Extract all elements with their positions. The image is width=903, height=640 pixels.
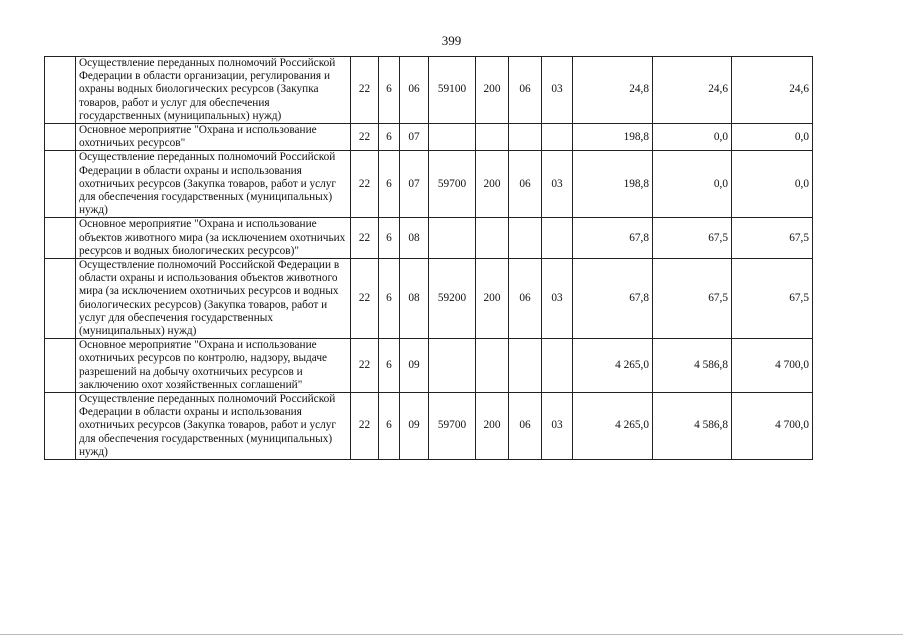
direction-code-cell: 59200 — [429, 259, 476, 339]
subprogram-code-cell: 6 — [379, 124, 400, 151]
sum-year2-cell: 0,0 — [653, 151, 732, 218]
subprogram-code-cell: 6 — [379, 151, 400, 218]
subprogram-code-cell: 6 — [379, 259, 400, 339]
description-cell: Осуществление переданных полномочий Российской Федерации в области охраны и использования охотничьих ресурсов (Закупка товаров, работ и услуг для обеспечения государственных (муниципальных) нужд) — [76, 151, 351, 218]
event-code-cell: 07 — [400, 151, 429, 218]
subprogram-code-cell: 6 — [379, 339, 400, 393]
table-row — [45, 339, 813, 393]
subsection-code-cell: 03 — [542, 393, 573, 460]
expense-type-cell: 200 — [476, 57, 509, 124]
table-row — [45, 259, 813, 339]
event-code-cell: 08 — [400, 218, 429, 259]
page-number: 399 — [441, 33, 462, 48]
expense-type-cell: 200 — [476, 151, 509, 218]
subsection-code-cell — [542, 218, 573, 259]
table-row — [45, 393, 813, 460]
budget-table-body — [45, 57, 813, 460]
section-code-cell: 06 — [509, 393, 542, 460]
expense-type-cell — [476, 124, 509, 151]
description-cell: Основное мероприятие "Охрана и использование охотничьих ресурсов по контролю, надзору, выдаче разрешений на добычу охотничьих ресурсов и заключению охот хозяйственных соглашений" — [76, 339, 351, 393]
page-bottom-divider — [0, 634, 903, 635]
section-code-cell: 06 — [509, 57, 542, 124]
row-index-cell — [45, 57, 76, 124]
table-row — [45, 151, 813, 218]
section-code-cell — [509, 124, 542, 151]
sum-year3-cell: 0,0 — [732, 124, 813, 151]
direction-code-cell — [429, 124, 476, 151]
direction-code-cell — [429, 339, 476, 393]
row-index-cell — [45, 124, 76, 151]
table-row — [45, 124, 813, 151]
event-code-cell: 08 — [400, 259, 429, 339]
sum-year1-cell: 4 265,0 — [573, 393, 653, 460]
sum-year1-cell: 198,8 — [573, 151, 653, 218]
subsection-code-cell: 03 — [542, 151, 573, 218]
row-index-cell — [45, 218, 76, 259]
subsection-code-cell — [542, 339, 573, 393]
description-cell: Основное мероприятие "Охрана и использование объектов животного мира (за исключением охотничьих ресурсов и водных биологических ресурсов)" — [76, 218, 351, 259]
subsection-code-cell — [542, 124, 573, 151]
program-code-cell: 22 — [351, 259, 379, 339]
expense-type-cell: 200 — [476, 393, 509, 460]
sum-year2-cell: 4 586,8 — [653, 339, 732, 393]
section-code-cell: 06 — [509, 259, 542, 339]
program-code-cell: 22 — [351, 218, 379, 259]
program-code-cell: 22 — [351, 151, 379, 218]
description-cell: Осуществление полномочий Российской Федерации в области охраны и использования объектов животного мира (за исключением охотничьих ресурсов и водных биологических ресурсов) (Закупка товаров, работ и услуг для обеспечения государственных (муниципальных) нужд) — [76, 259, 351, 339]
program-code-cell: 22 — [351, 57, 379, 124]
sum-year1-cell: 24,8 — [573, 57, 653, 124]
sum-year1-cell: 198,8 — [573, 124, 653, 151]
expense-type-cell — [476, 339, 509, 393]
subprogram-code-cell: 6 — [379, 218, 400, 259]
description-cell: Основное мероприятие "Охрана и использование охотничьих ресурсов" — [76, 124, 351, 151]
event-code-cell: 09 — [400, 393, 429, 460]
program-code-cell: 22 — [351, 393, 379, 460]
row-index-cell — [45, 393, 76, 460]
event-code-cell: 06 — [400, 57, 429, 124]
description-cell: Осуществление переданных полномочий Российской Федерации в области охраны и использования охотничьих ресурсов (Закупка товаров, работ и услуг для обеспечения государственных (муниципальных) нужд) — [76, 393, 351, 460]
section-code-cell — [509, 339, 542, 393]
sum-year1-cell: 4 265,0 — [573, 339, 653, 393]
program-code-cell: 22 — [351, 124, 379, 151]
sum-year2-cell: 67,5 — [653, 259, 732, 339]
expense-type-cell: 200 — [476, 259, 509, 339]
row-index-cell — [45, 259, 76, 339]
subprogram-code-cell: 6 — [379, 393, 400, 460]
sum-year1-cell: 67,8 — [573, 218, 653, 259]
table-row — [45, 218, 813, 259]
sum-year2-cell: 0,0 — [653, 124, 732, 151]
direction-code-cell: 59700 — [429, 151, 476, 218]
sum-year3-cell: 24,6 — [732, 57, 813, 124]
row-index-cell — [45, 339, 76, 393]
sum-year3-cell: 4 700,0 — [732, 393, 813, 460]
subsection-code-cell: 03 — [542, 259, 573, 339]
sum-year3-cell: 67,5 — [732, 218, 813, 259]
section-code-cell: 06 — [509, 151, 542, 218]
direction-code-cell: 59700 — [429, 393, 476, 460]
budget-table — [44, 56, 813, 460]
sum-year3-cell: 4 700,0 — [732, 339, 813, 393]
expense-type-cell — [476, 218, 509, 259]
event-code-cell: 07 — [400, 124, 429, 151]
sum-year3-cell: 0,0 — [732, 151, 813, 218]
sum-year2-cell: 4 586,8 — [653, 393, 732, 460]
sum-year2-cell: 24,6 — [653, 57, 732, 124]
subsection-code-cell: 03 — [542, 57, 573, 124]
subprogram-code-cell: 6 — [379, 57, 400, 124]
direction-code-cell — [429, 218, 476, 259]
program-code-cell: 22 — [351, 339, 379, 393]
event-code-cell: 09 — [400, 339, 429, 393]
direction-code-cell: 59100 — [429, 57, 476, 124]
description-cell: Осуществление переданных полномочий Российской Федерации в области организации, регулирования и охраны водных биологических ресурсов (Закупка товаров, работ и услуг для обеспечения государственных (муниципальных) нужд) — [76, 57, 351, 124]
sum-year2-cell: 67,5 — [653, 218, 732, 259]
section-code-cell — [509, 218, 542, 259]
sum-year1-cell: 67,8 — [573, 259, 653, 339]
table-row — [45, 57, 813, 124]
row-index-cell — [45, 151, 76, 218]
sum-year3-cell: 67,5 — [732, 259, 813, 339]
